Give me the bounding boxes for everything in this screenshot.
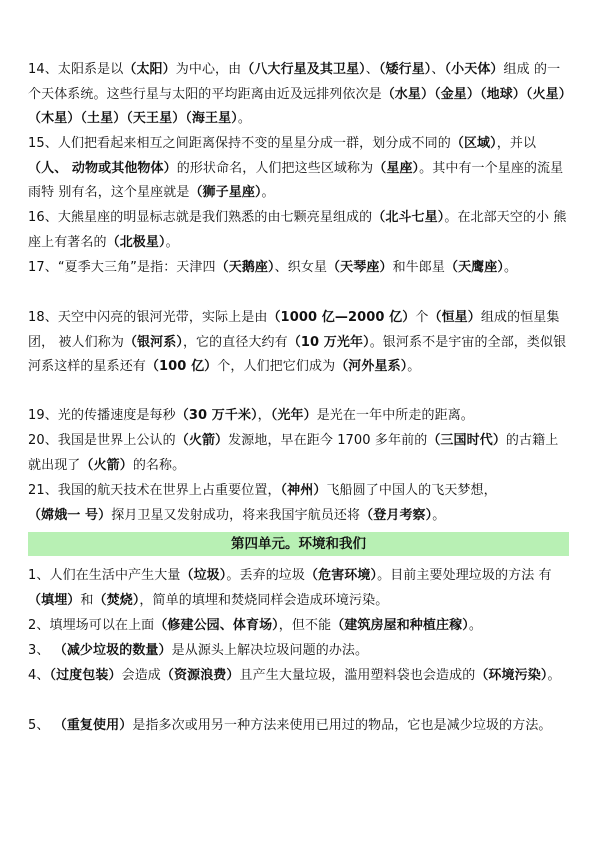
question-text: 3、: [28, 643, 54, 658]
question-text: 和牛郎星: [392, 260, 445, 275]
question-text: ，简单的填埋和焚烧同样会造成环境污染。: [139, 592, 389, 608]
question-text: ，并以: [496, 136, 537, 151]
paragraph-19: [28, 404, 568, 429]
question-text: 。: [165, 234, 179, 250]
paragraph-18: [28, 306, 568, 380]
paragraph-20: [28, 429, 568, 478]
question-text: 和: [80, 592, 94, 608]
answer-text: （天鹅座）: [215, 260, 275, 275]
paragraph-14: [28, 58, 568, 132]
answer-text: （天琴座）: [327, 260, 393, 275]
question-text: 15、人们把看起来相互之间距离保持不变的星星分成一群，划分成不同的: [28, 136, 451, 151]
answer-text: （100 亿）: [145, 359, 218, 375]
answer-text: （银河系）: [123, 334, 183, 350]
paragraph-5: [28, 714, 568, 739]
answer-text: （北极星）: [106, 234, 166, 250]
answer-text: （三国时代）: [427, 433, 506, 448]
answer-text: （八大行星及其卫星）: [241, 62, 366, 77]
question-text: 14、太阳系是以: [28, 62, 124, 77]
question-text: 的古籍上 就出现了: [28, 433, 559, 473]
answer-text: （1000 亿—2000 亿）: [267, 310, 416, 325]
answer-text: （30 万千米）: [175, 408, 258, 423]
question-text: 。银河系不是宇宙的全部，类似银 河系这样的星系还有: [28, 334, 567, 375]
question-text: 、: [431, 62, 445, 77]
question-text: 的形状命名，人们把这些区域称为: [176, 160, 374, 176]
answer-text: （天鹰座）: [444, 260, 504, 275]
question-text: 且产生大量垃圾，滥用塑料袋也会造成的: [239, 668, 476, 683]
question-text: 会造成: [121, 668, 161, 683]
answer-text: （神州）: [280, 483, 327, 498]
answer-text: （减少垃圾的数量）: [53, 643, 172, 658]
answer-text: （填埋）: [28, 592, 81, 608]
question-text: ，: [257, 408, 271, 423]
answer-text: （焚烧）: [93, 592, 140, 608]
question-text: 。: [503, 260, 518, 275]
question-text: 20、我国是世界上公认的: [28, 433, 176, 448]
question-text: ，但不能: [278, 618, 332, 633]
question-text: 。: [432, 507, 446, 523]
question-text: 个: [415, 310, 429, 325]
question-text: 16、大熊星座的明显标志就是我们熟悉的由七颗亮星组成的: [28, 210, 373, 225]
answer-text: （过度包装）: [49, 668, 122, 683]
answer-text: （建筑房屋和种植庄稼）: [331, 618, 469, 633]
question-text: 是指多次或用另一种方法来使用已用过的物品，它也是减少垃圾的方法。: [132, 718, 552, 733]
question-text: 、: [365, 62, 379, 77]
answer-text: （小天体）: [444, 62, 504, 77]
answer-text: （北斗七星）: [372, 210, 445, 225]
answer-text: （光年）: [270, 408, 317, 423]
question-text: 个，人们把它们成为: [217, 359, 336, 375]
question-text: 组成 的一个天体系统。这些行星与太阳的平均距离由近及远排列依次是: [28, 62, 561, 102]
question-text: 。其中有一个星座的流星雨特 别有名，这个星座就是: [28, 160, 564, 201]
answer-text: （资源浪费）: [160, 668, 240, 683]
unit-heading: 第四单元。环境和我们: [28, 532, 569, 556]
answer-text: （太阳）: [123, 62, 176, 77]
question-text: 飞船圆了中国人的飞天梦想，: [326, 483, 497, 498]
paragraph-16: [28, 206, 568, 255]
question-text: 5、: [28, 718, 54, 733]
question-text: 。: [468, 618, 482, 633]
question-text: 19、光的传播速度是每秒: [28, 408, 176, 423]
question-text: 组成的恒星集团， 被人们称为: [28, 310, 560, 350]
question-text: 是光在一年中所走的距离。: [316, 408, 474, 423]
answer-text: （登月考察）: [360, 507, 433, 523]
question-text: 发源地，早在距今 1700 多年前的: [228, 433, 428, 448]
answer-text: （河外星系）: [335, 359, 408, 375]
question-text: 。: [261, 185, 275, 201]
question-text: 。目前主要处理垃圾的方法 有: [377, 568, 552, 583]
question-text: 。在北部天空的小 熊座上有著名的: [28, 210, 567, 250]
question-text: 是从源头上解决垃圾问题的办法。: [171, 643, 369, 658]
question-text: 。: [407, 359, 421, 375]
paragraph-4: [28, 664, 568, 689]
answer-text: （星座）: [373, 160, 420, 176]
question-text: 2、填埋场可以在上面: [28, 618, 155, 633]
question-text: 21、我国的航天技术在世界上占重要位置，: [28, 483, 281, 498]
question-text: 18、天空中闪亮的银河光带，实际上是由: [28, 310, 268, 325]
paragraph-21: [28, 479, 568, 528]
question-text: 1、人们在生活中产生大量: [28, 568, 181, 583]
answer-text: （嫦娥一 号）: [28, 507, 112, 523]
question-text: 。: [547, 668, 561, 683]
answer-text: （水星）（金星）（地球）（火星）（木星）（土星）（天王星）（海王星）: [28, 86, 566, 127]
answer-text: （重复使用）: [53, 718, 133, 733]
answer-text: （火箭）: [80, 457, 133, 473]
answer-text: （人、 动物或其他物体）: [28, 160, 177, 176]
answer-text: （环境污染）: [475, 668, 548, 683]
paragraph-2: [28, 614, 568, 639]
answer-text: （狮子星座）: [189, 185, 262, 201]
question-text: 。丢弃的垃圾: [226, 568, 305, 583]
answer-text: （矮行星）: [378, 62, 432, 77]
paragraph-17: [28, 256, 568, 281]
answer-text: （垃圾）: [180, 568, 227, 583]
answer-text: （恒星）: [428, 310, 481, 325]
question-text: 探月卫星又发射成功，将来我国宇航员还将: [111, 507, 361, 523]
answer-text: （危害环境）: [305, 568, 378, 583]
answer-text: （火箭）: [175, 433, 229, 448]
question-text: 4、: [28, 668, 50, 683]
question-text: 。: [237, 111, 251, 127]
question-text: 17、“夏季大三角”是指：天津四: [28, 260, 216, 275]
paragraph-3: [28, 639, 568, 664]
paragraph-1: [28, 564, 568, 613]
answer-text: （10 万光年）: [287, 334, 370, 350]
answer-text: （区域）: [450, 136, 497, 151]
paragraph-15: [28, 132, 568, 206]
question-text: 的名称。: [132, 457, 186, 473]
question-text: 、织女星: [274, 260, 328, 275]
question-text: 为中心，由: [175, 62, 242, 77]
question-text: ，它的直径大约有: [182, 334, 288, 350]
answer-text: （修建公园、体育场）: [154, 618, 279, 633]
